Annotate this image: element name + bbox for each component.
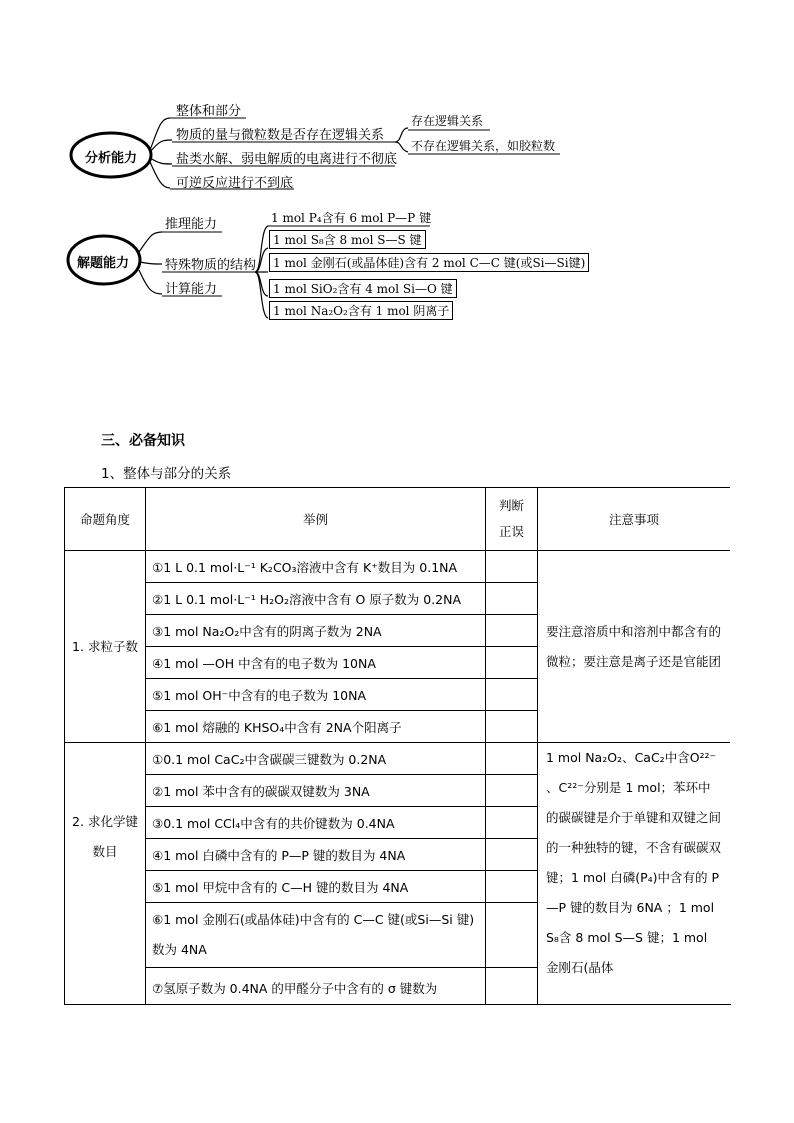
example-cell: ⑤1 mol 甲烷中含有的 C—H 键的数目为 4NA <box>146 871 486 903</box>
mindmap2-branch-2: 特殊物质的结构 <box>165 258 257 273</box>
judge-cell[interactable] <box>486 551 538 583</box>
category-cell: 2. 求化学键数目 <box>65 743 146 1006</box>
mindmap1-branch-3: 盐类水解、弱电解质的电离进行不彻底 <box>176 152 398 167</box>
example-cell: ④1 mol —OH 中含有的电子数为 10NA <box>146 647 486 679</box>
knowledge-table-frame <box>64 487 730 1005</box>
header-notes: 注意事项 <box>538 488 731 551</box>
example-cell: ④1 mol 白磷中含有的 P—P 键的数目为 4NA <box>146 839 486 871</box>
judge-cell[interactable] <box>486 583 538 615</box>
knowledge-table <box>64 487 730 1005</box>
judge-cell[interactable] <box>486 839 538 871</box>
example-cell: ①1 L 0.1 mol·L⁻¹ K₂CO₃溶液中含有 K⁺数目为 0.1NA <box>146 551 486 583</box>
mindmap2-node: 解题能力 <box>77 256 130 271</box>
judge-cell[interactable] <box>486 679 538 711</box>
mindmap2-sub-1: 1 mol P₄含有 6 mol P—P 键 <box>271 211 432 225</box>
example-cell: ⑥1 mol 金刚石(或晶体硅)中含有的 C—C 键(或Si—Si 键)数为 4NA <box>146 903 486 968</box>
example-cell: ②1 mol 苯中含有的碳碳双键数为 3NA <box>146 775 486 807</box>
mindmap2-sub-5: 1 mol Na₂O₂含有 1 mol 阴离子 <box>269 301 453 320</box>
judge-cell[interactable] <box>486 968 538 1006</box>
table-bottom-border <box>64 1004 731 1005</box>
example-cell: ①0.1 mol CaC₂中含碳碳三键数为 0.2NA <box>146 743 486 775</box>
example-cell: ③1 mol Na₂O₂中含有的阴离子数为 2NA <box>146 615 486 647</box>
header-judge: 判断正误 <box>486 488 538 551</box>
judge-cell[interactable] <box>486 807 538 839</box>
mindmap1-sub-2: 不存在逻辑关系，如胶粒数 <box>411 139 556 153</box>
example-cell: ②1 L 0.1 mol·L⁻¹ H₂O₂溶液中含有 O 原子数为 0.2NA <box>146 583 486 615</box>
mindmap2-sub-3: 1 mol 金刚石(或晶体硅)含有 2 mol C—C 键(或Si—Si键) <box>269 253 589 272</box>
subsection-title: 1、整体与部分的关系 <box>101 466 232 482</box>
judge-cell[interactable] <box>486 871 538 903</box>
note-cell: 要注意溶质中和溶剂中都含有的微粒；要注意是离子还是官能团 <box>538 551 731 743</box>
judge-cell[interactable] <box>486 775 538 807</box>
judge-cell[interactable] <box>486 615 538 647</box>
mindmap1-branch-1: 整体和部分 <box>176 104 242 119</box>
mindmap1-sub-1: 存在逻辑关系 <box>411 114 484 128</box>
table-row <box>65 551 731 583</box>
mindmap2-branch-3: 计算能力 <box>165 282 218 297</box>
example-cell: ⑤1 mol OH⁻中含有的电子数为 10NA <box>146 679 486 711</box>
judge-cell[interactable] <box>486 743 538 775</box>
judge-cell[interactable] <box>486 903 538 968</box>
section-title: 三、必备知识 <box>101 433 185 449</box>
example-cell: ⑦氢原子数为 0.4NA 的甲醛分子中含有的 σ 键数为 <box>146 968 486 1006</box>
header-angle: 命题角度 <box>65 488 146 551</box>
note-cell: 1 mol Na₂O₂、CaC₂中含O²²⁻ 、C²²⁻分别是 1 mol；苯环中的碳碳键是介于单键和双键之间的一种独特的键，不含有碳碳双键；1 mol 白磷(P₄)中含有的 P—P 键的数目为 6NA ；1 mol S₈含 8 mol S—S 键；1 mol 金刚石(晶体 <box>538 743 731 1006</box>
header-example: 举例 <box>146 488 486 551</box>
table-row <box>65 743 731 775</box>
category-cell: 1. 求粒子数 <box>65 551 146 743</box>
mindmap1-branch-2: 物质的量与微粒数是否存在逻辑关系 <box>176 128 385 143</box>
table-header-row <box>65 488 731 551</box>
mindmap1-branch-4: 可逆反应进行不到底 <box>176 176 294 191</box>
example-cell: ③0.1 mol CCl₄中含有的共价键数为 0.4NA <box>146 807 486 839</box>
example-cell: ⑥1 mol 熔融的 KHSO₄中含有 2NA个阳离子 <box>146 711 486 743</box>
judge-cell[interactable] <box>486 711 538 743</box>
mindmap2-sub-4: 1 mol SiO₂含有 4 mol Si—O 键 <box>269 279 457 298</box>
mindmap-connectors <box>0 0 794 400</box>
mindmap2-branch-1: 推理能力 <box>165 217 218 232</box>
mindmap2-sub-2: 1 mol S₈含 8 mol S—S 键 <box>269 230 426 249</box>
mindmap1-node: 分析能力 <box>85 151 138 166</box>
judge-cell[interactable] <box>486 647 538 679</box>
